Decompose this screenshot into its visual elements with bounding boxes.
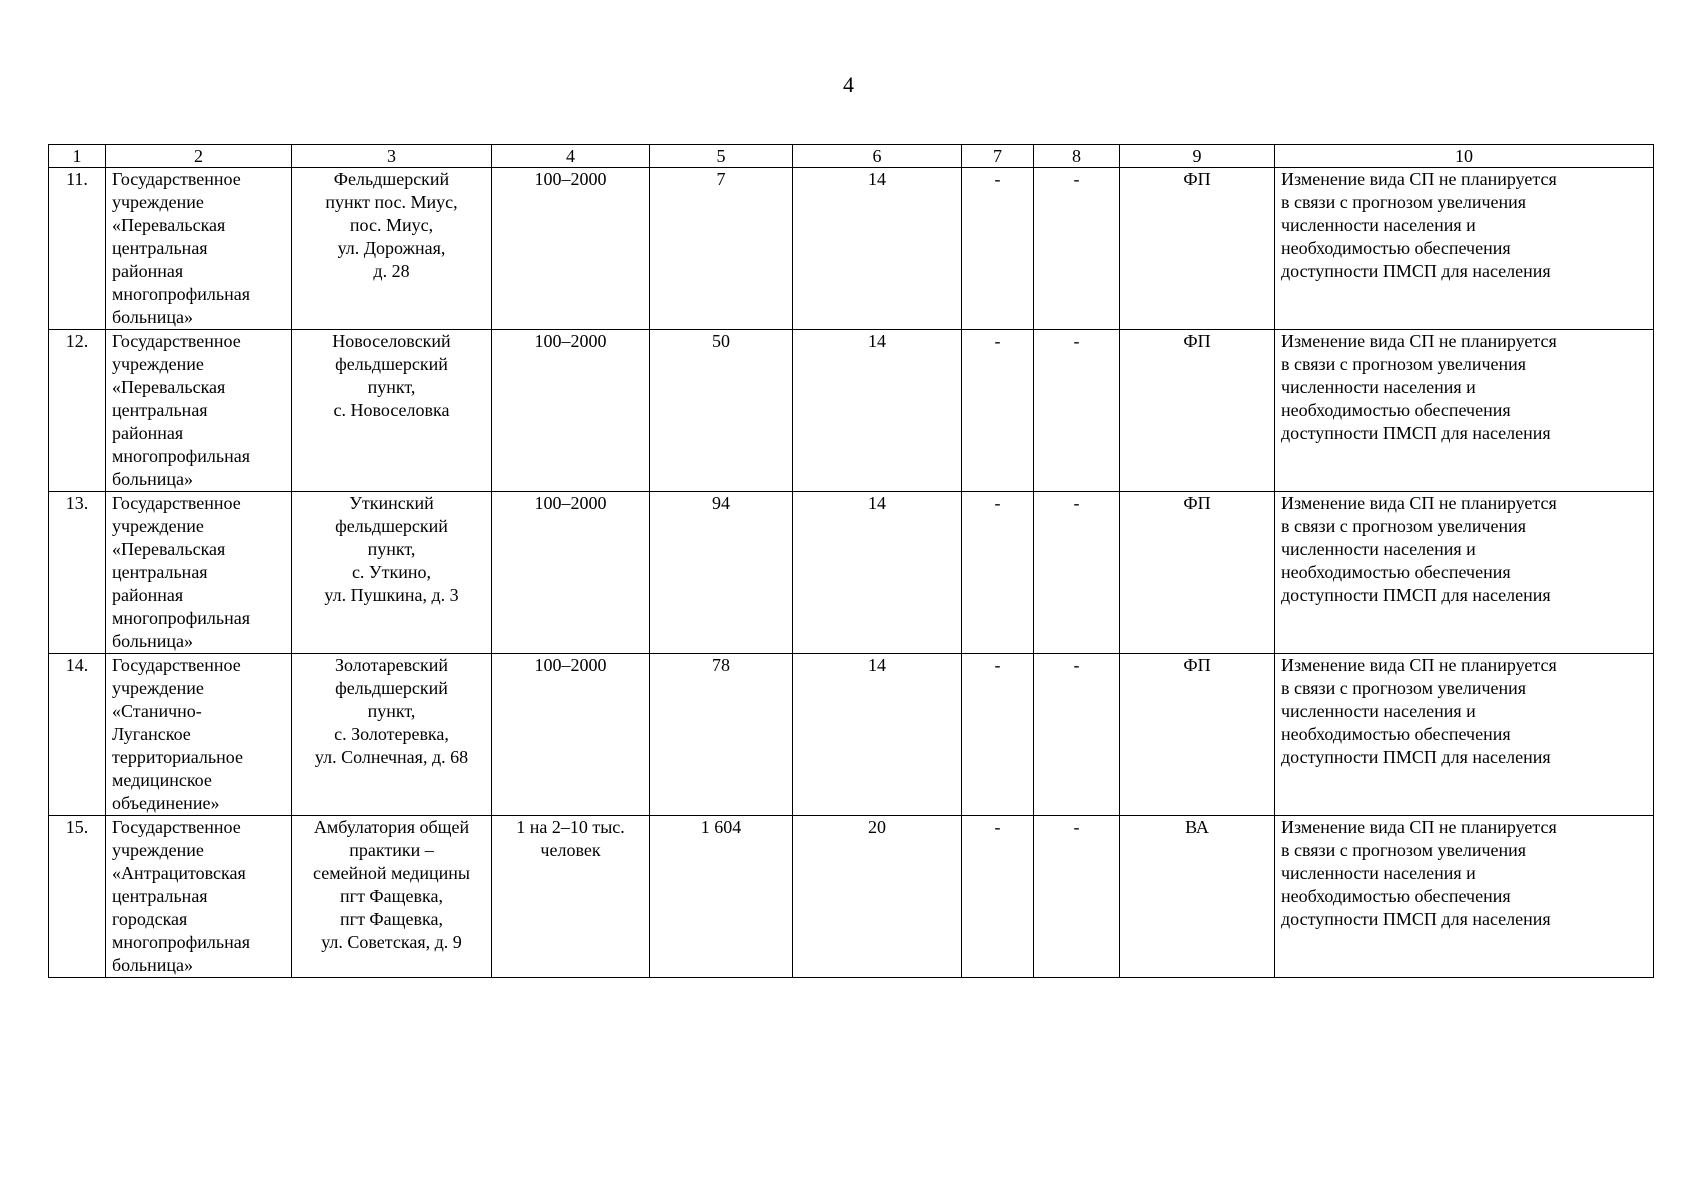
- cell-unit-address: Фельдшерский пункт пос. Миус, пос. Миус, ул. Дорожная, д. 28: [292, 168, 492, 330]
- table-row: [49, 330, 1654, 492]
- cell-row-number: 15.: [49, 816, 106, 978]
- cell-col-4: 100–2000: [492, 492, 650, 654]
- cell-col-8: -: [1034, 168, 1120, 330]
- cell-row-number: 11.: [49, 168, 106, 330]
- cell-col-9: ФП: [1120, 654, 1275, 816]
- cell-col-7: -: [962, 168, 1034, 330]
- cell-col-8: -: [1034, 492, 1120, 654]
- cell-col-5: 1 604: [650, 816, 793, 978]
- cell-col-5: 78: [650, 654, 793, 816]
- cell-organization: Государственное учреждение «Перевальская центральная районная многопрофильная больница»: [106, 168, 292, 330]
- cell-row-number: 14.: [49, 654, 106, 816]
- cell-col-9: ФП: [1120, 330, 1275, 492]
- header-col-6: 6: [793, 145, 962, 168]
- cell-col-6: 14: [793, 654, 962, 816]
- table-header-row: [49, 145, 1654, 168]
- data-table: [48, 144, 1654, 978]
- cell-unit-address: Золотаревский фельдшерский пункт, с. Золотеревка, ул. Солнечная, д. 68: [292, 654, 492, 816]
- header-col-3: 3: [292, 145, 492, 168]
- header-col-4: 4: [492, 145, 650, 168]
- cell-organization: Государственное учреждение «Станично- Луганское территориальное медицинское объединение»: [106, 654, 292, 816]
- cell-col-9: ФП: [1120, 492, 1275, 654]
- cell-col-7: -: [962, 330, 1034, 492]
- header-col-7: 7: [962, 145, 1034, 168]
- table-row: [49, 654, 1654, 816]
- cell-unit-address: Уткинский фельдшерский пункт, с. Уткино, ул. Пушкина, д. 3: [292, 492, 492, 654]
- cell-unit-address: Новоселовский фельдшерский пункт, с. Новоселовка: [292, 330, 492, 492]
- cell-col-4: 1 на 2–10 тыс. человек: [492, 816, 650, 978]
- table-row: [49, 168, 1654, 330]
- cell-row-number: 13.: [49, 492, 106, 654]
- cell-organization: Государственное учреждение «Перевальская центральная районная многопрофильная больница»: [106, 492, 292, 654]
- header-col-8: 8: [1034, 145, 1120, 168]
- header-col-2: 2: [106, 145, 292, 168]
- cell-col-7: -: [962, 654, 1034, 816]
- cell-col-4: 100–2000: [492, 168, 650, 330]
- header-col-5: 5: [650, 145, 793, 168]
- cell-col-7: -: [962, 492, 1034, 654]
- cell-organization: Государственное учреждение «Перевальская центральная районная многопрофильная больница»: [106, 330, 292, 492]
- cell-organization: Государственное учреждение «Антрацитовская центральная городская многопрофильная больница»: [106, 816, 292, 978]
- table-row: [49, 492, 1654, 654]
- cell-col-6: 20: [793, 816, 962, 978]
- cell-col-5: 7: [650, 168, 793, 330]
- cell-col-8: -: [1034, 330, 1120, 492]
- header-col-10: 10: [1275, 145, 1654, 168]
- cell-col-6: 14: [793, 492, 962, 654]
- cell-note: Изменение вида СП не планируется в связи с прогнозом увеличения численности населения и необходимостью обеспечения доступности ПМСП для населения: [1275, 492, 1654, 654]
- cell-col-8: -: [1034, 654, 1120, 816]
- cell-col-4: 100–2000: [492, 654, 650, 816]
- table-row: [49, 816, 1654, 978]
- cell-note: Изменение вида СП не планируется в связи с прогнозом увеличения численности населения и необходимостью обеспечения доступности ПМСП для населения: [1275, 816, 1654, 978]
- cell-row-number: 12.: [49, 330, 106, 492]
- page-number: 4: [843, 72, 854, 97]
- cell-col-5: 94: [650, 492, 793, 654]
- cell-col-4: 100–2000: [492, 330, 650, 492]
- cell-col-6: 14: [793, 168, 962, 330]
- cell-unit-address: Амбулатория общей практики – семейной медицины пгт Фащевка, пгт Фащевка, ул. Советская, д. 9: [292, 816, 492, 978]
- cell-col-9: ВА: [1120, 816, 1275, 978]
- header-col-1: 1: [49, 145, 106, 168]
- cell-note: Изменение вида СП не планируется в связи с прогнозом увеличения численности населения и необходимостью обеспечения доступности ПМСП для населения: [1275, 168, 1654, 330]
- cell-col-9: ФП: [1120, 168, 1275, 330]
- cell-note: Изменение вида СП не планируется в связи с прогнозом увеличения численности населения и необходимостью обеспечения доступности ПМСП для населения: [1275, 330, 1654, 492]
- header-col-9: 9: [1120, 145, 1275, 168]
- cell-col-7: -: [962, 816, 1034, 978]
- cell-note: Изменение вида СП не планируется в связи с прогнозом увеличения численности населения и необходимостью обеспечения доступности ПМСП для населения: [1275, 654, 1654, 816]
- cell-col-8: -: [1034, 816, 1120, 978]
- cell-col-5: 50: [650, 330, 793, 492]
- cell-col-6: 14: [793, 330, 962, 492]
